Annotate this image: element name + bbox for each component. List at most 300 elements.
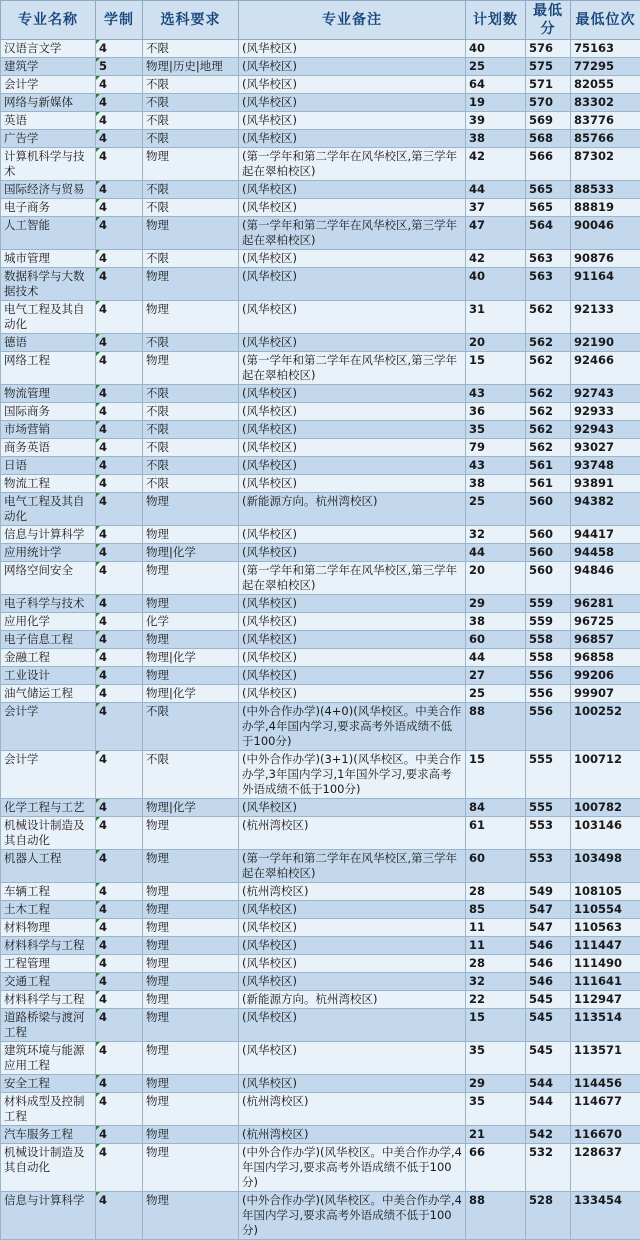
cell-major[interactable]: 计算机科学与技术 (1, 148, 96, 181)
cell-subject[interactable]: 物理 (143, 1144, 239, 1192)
cell-note[interactable]: (风华校区) (239, 919, 466, 937)
cell-years[interactable]: 4 (96, 40, 143, 58)
cell-rank[interactable]: 99206 (571, 667, 640, 685)
cell-subject[interactable]: 物理 (143, 1075, 239, 1093)
cell-score[interactable]: 556 (526, 703, 571, 751)
cell-rank[interactable]: 100782 (571, 799, 640, 817)
cell-years[interactable]: 4 (96, 268, 143, 301)
cell-note[interactable]: (风华校区) (239, 595, 466, 613)
cell-major[interactable]: 汽车服务工程 (1, 1126, 96, 1144)
table-row[interactable] (1, 850, 640, 883)
cell-rank[interactable]: 110563 (571, 919, 640, 937)
cell-plan[interactable]: 61 (466, 817, 526, 850)
column-header-plan[interactable]: 计划数 (466, 1, 526, 40)
cell-score[interactable]: 559 (526, 595, 571, 613)
cell-note[interactable]: (风华校区) (239, 955, 466, 973)
cell-note[interactable]: (风华校区) (239, 250, 466, 268)
table-row[interactable] (1, 526, 640, 544)
cell-subject[interactable]: 物理 (143, 850, 239, 883)
cell-rank[interactable]: 92133 (571, 301, 640, 334)
table-row[interactable] (1, 475, 640, 493)
cell-plan[interactable]: 22 (466, 991, 526, 1009)
cell-score[interactable]: 562 (526, 334, 571, 352)
cell-subject[interactable]: 物理 (143, 883, 239, 901)
cell-years[interactable]: 4 (96, 685, 143, 703)
cell-note[interactable]: (第一学年和第二学年在风华校区,第三学年起在翠柏校区) (239, 217, 466, 250)
table-row[interactable] (1, 685, 640, 703)
cell-major[interactable]: 商务英语 (1, 439, 96, 457)
cell-score[interactable]: 570 (526, 94, 571, 112)
cell-plan[interactable]: 60 (466, 631, 526, 649)
cell-score[interactable]: 575 (526, 58, 571, 76)
cell-rank[interactable]: 85766 (571, 130, 640, 148)
cell-score[interactable]: 560 (526, 493, 571, 526)
cell-score[interactable]: 546 (526, 955, 571, 973)
cell-score[interactable]: 553 (526, 817, 571, 850)
cell-subject[interactable]: 不限 (143, 181, 239, 199)
cell-major[interactable]: 城市管理 (1, 250, 96, 268)
table-row[interactable] (1, 352, 640, 385)
cell-plan[interactable]: 28 (466, 883, 526, 901)
cell-subject[interactable]: 不限 (143, 112, 239, 130)
cell-note[interactable]: (中外合作办学)(4+0)(风华校区。中美合作办学,4年国内学习,要求高考外语成绩不低于100分) (239, 703, 466, 751)
cell-score[interactable]: 532 (526, 1144, 571, 1192)
cell-score[interactable]: 544 (526, 1075, 571, 1093)
cell-rank[interactable]: 100712 (571, 751, 640, 799)
cell-years[interactable]: 4 (96, 631, 143, 649)
cell-years[interactable]: 4 (96, 973, 143, 991)
cell-subject[interactable]: 物理 (143, 1093, 239, 1126)
cell-years[interactable]: 4 (96, 817, 143, 850)
table-row[interactable] (1, 955, 640, 973)
cell-rank[interactable]: 92933 (571, 403, 640, 421)
cell-score[interactable]: 562 (526, 403, 571, 421)
cell-years[interactable]: 4 (96, 250, 143, 268)
cell-rank[interactable]: 111447 (571, 937, 640, 955)
cell-rank[interactable]: 133454 (571, 1192, 640, 1240)
cell-years[interactable]: 4 (96, 613, 143, 631)
cell-major[interactable]: 工业设计 (1, 667, 96, 685)
cell-years[interactable]: 4 (96, 352, 143, 385)
cell-rank[interactable]: 99907 (571, 685, 640, 703)
cell-major[interactable]: 网络空间安全 (1, 562, 96, 595)
table-row[interactable] (1, 544, 640, 562)
cell-note[interactable]: (风华校区) (239, 1009, 466, 1042)
cell-rank[interactable]: 96725 (571, 613, 640, 631)
cell-subject[interactable]: 物理 (143, 268, 239, 301)
table-row[interactable] (1, 268, 640, 301)
cell-note[interactable]: (风华校区) (239, 301, 466, 334)
cell-years[interactable]: 4 (96, 937, 143, 955)
cell-years[interactable]: 4 (96, 1144, 143, 1192)
cell-note[interactable]: (风华校区) (239, 268, 466, 301)
cell-years[interactable]: 4 (96, 301, 143, 334)
cell-note[interactable]: (第一学年和第二学年在风华校区,第三学年起在翠柏校区) (239, 352, 466, 385)
cell-major[interactable]: 工程管理 (1, 955, 96, 973)
cell-plan[interactable]: 31 (466, 301, 526, 334)
cell-major[interactable]: 应用化学 (1, 613, 96, 631)
cell-score[interactable]: 547 (526, 901, 571, 919)
cell-note[interactable]: (风华校区) (239, 130, 466, 148)
cell-subject[interactable]: 不限 (143, 475, 239, 493)
column-header-score[interactable]: 最低分 (526, 1, 571, 40)
cell-subject[interactable]: 不限 (143, 751, 239, 799)
cell-subject[interactable]: 不限 (143, 703, 239, 751)
cell-plan[interactable]: 20 (466, 334, 526, 352)
cell-plan[interactable]: 79 (466, 439, 526, 457)
cell-score[interactable]: 565 (526, 199, 571, 217)
cell-subject[interactable]: 物理 (143, 526, 239, 544)
cell-score[interactable]: 528 (526, 1192, 571, 1240)
cell-note[interactable]: (新能源方向。杭州湾校区) (239, 493, 466, 526)
cell-note[interactable]: (风华校区) (239, 40, 466, 58)
cell-major[interactable]: 化学工程与工艺 (1, 799, 96, 817)
cell-major[interactable]: 广告学 (1, 130, 96, 148)
cell-note[interactable]: (风华校区) (239, 403, 466, 421)
cell-plan[interactable]: 60 (466, 850, 526, 883)
cell-plan[interactable]: 84 (466, 799, 526, 817)
table-row[interactable] (1, 1009, 640, 1042)
table-row[interactable] (1, 94, 640, 112)
cell-major[interactable]: 建筑学 (1, 58, 96, 76)
cell-years[interactable]: 4 (96, 667, 143, 685)
cell-plan[interactable]: 85 (466, 901, 526, 919)
table-row[interactable] (1, 334, 640, 352)
cell-rank[interactable]: 114456 (571, 1075, 640, 1093)
cell-note[interactable]: (第一学年和第二学年在风华校区,第三学年起在翠柏校区) (239, 148, 466, 181)
cell-years[interactable]: 4 (96, 562, 143, 595)
cell-score[interactable]: 547 (526, 919, 571, 937)
cell-major[interactable]: 会计学 (1, 76, 96, 94)
cell-score[interactable]: 553 (526, 850, 571, 883)
cell-note[interactable]: (风华校区) (239, 334, 466, 352)
cell-years[interactable]: 4 (96, 334, 143, 352)
cell-plan[interactable]: 19 (466, 94, 526, 112)
cell-plan[interactable]: 38 (466, 130, 526, 148)
cell-rank[interactable]: 83302 (571, 94, 640, 112)
table-row[interactable] (1, 991, 640, 1009)
cell-major[interactable]: 物流工程 (1, 475, 96, 493)
cell-major[interactable]: 机械设计制造及其自动化 (1, 817, 96, 850)
cell-plan[interactable]: 32 (466, 526, 526, 544)
cell-plan[interactable]: 15 (466, 352, 526, 385)
cell-score[interactable]: 546 (526, 937, 571, 955)
cell-major[interactable]: 人工智能 (1, 217, 96, 250)
cell-subject[interactable]: 不限 (143, 403, 239, 421)
cell-rank[interactable]: 94846 (571, 562, 640, 595)
cell-subject[interactable]: 不限 (143, 385, 239, 403)
cell-plan[interactable]: 88 (466, 703, 526, 751)
cell-plan[interactable]: 35 (466, 1093, 526, 1126)
cell-years[interactable]: 4 (96, 1093, 143, 1126)
cell-years[interactable]: 4 (96, 526, 143, 544)
table-row[interactable] (1, 148, 640, 181)
cell-subject[interactable]: 物理 (143, 1042, 239, 1075)
cell-subject[interactable]: 不限 (143, 457, 239, 475)
cell-note[interactable]: (中外合作办学)(风华校区。中美合作办学,4年国内学习,要求高考外语成绩不低于100分) (239, 1192, 466, 1240)
cell-years[interactable]: 5 (96, 58, 143, 76)
cell-score[interactable]: 546 (526, 973, 571, 991)
cell-years[interactable]: 4 (96, 148, 143, 181)
cell-plan[interactable]: 40 (466, 40, 526, 58)
cell-plan[interactable]: 42 (466, 250, 526, 268)
cell-plan[interactable]: 38 (466, 613, 526, 631)
cell-score[interactable]: 559 (526, 613, 571, 631)
cell-years[interactable]: 4 (96, 799, 143, 817)
cell-plan[interactable]: 27 (466, 667, 526, 685)
table-row[interactable] (1, 181, 640, 199)
cell-rank[interactable]: 100252 (571, 703, 640, 751)
cell-rank[interactable]: 96857 (571, 631, 640, 649)
cell-subject[interactable]: 物理 (143, 493, 239, 526)
cell-note[interactable]: (风华校区) (239, 181, 466, 199)
cell-note[interactable]: (风华校区) (239, 631, 466, 649)
cell-years[interactable]: 4 (96, 883, 143, 901)
cell-subject[interactable]: 物理 (143, 352, 239, 385)
cell-major[interactable]: 材料成型及控制工程 (1, 1093, 96, 1126)
cell-note[interactable]: (风华校区) (239, 649, 466, 667)
cell-plan[interactable]: 66 (466, 1144, 526, 1192)
table-row[interactable] (1, 799, 640, 817)
cell-major[interactable]: 数据科学与大数据技术 (1, 268, 96, 301)
table-row[interactable] (1, 1144, 640, 1192)
cell-major[interactable]: 金融工程 (1, 649, 96, 667)
cell-subject[interactable]: 不限 (143, 94, 239, 112)
cell-note[interactable]: (风华校区) (239, 421, 466, 439)
column-header-major[interactable]: 专业名称 (1, 1, 96, 40)
table-row[interactable] (1, 58, 640, 76)
cell-score[interactable]: 560 (526, 544, 571, 562)
cell-subject[interactable]: 物理 (143, 1126, 239, 1144)
cell-plan[interactable]: 25 (466, 58, 526, 76)
cell-plan[interactable]: 88 (466, 1192, 526, 1240)
cell-subject[interactable]: 物理 (143, 937, 239, 955)
cell-score[interactable]: 555 (526, 751, 571, 799)
table-row[interactable] (1, 403, 640, 421)
table-row[interactable] (1, 199, 640, 217)
table-row[interactable] (1, 301, 640, 334)
cell-subject[interactable]: 不限 (143, 334, 239, 352)
cell-plan[interactable]: 20 (466, 562, 526, 595)
cell-rank[interactable]: 112947 (571, 991, 640, 1009)
table-row[interactable] (1, 1075, 640, 1093)
cell-plan[interactable]: 39 (466, 112, 526, 130)
cell-major[interactable]: 信息与计算科学 (1, 526, 96, 544)
cell-major[interactable]: 会计学 (1, 751, 96, 799)
cell-rank[interactable]: 75163 (571, 40, 640, 58)
cell-rank[interactable]: 88819 (571, 199, 640, 217)
cell-note[interactable]: (风华校区) (239, 112, 466, 130)
cell-note[interactable]: (杭州湾校区) (239, 883, 466, 901)
cell-note[interactable]: (风华校区) (239, 457, 466, 475)
cell-years[interactable]: 4 (96, 130, 143, 148)
cell-subject[interactable]: 物理 (143, 1192, 239, 1240)
cell-score[interactable]: 544 (526, 1093, 571, 1126)
cell-score[interactable]: 565 (526, 181, 571, 199)
cell-major[interactable]: 电子科学与技术 (1, 595, 96, 613)
cell-plan[interactable]: 47 (466, 217, 526, 250)
cell-score[interactable]: 571 (526, 76, 571, 94)
cell-rank[interactable]: 92190 (571, 334, 640, 352)
cell-subject[interactable]: 不限 (143, 250, 239, 268)
cell-major[interactable]: 交通工程 (1, 973, 96, 991)
cell-rank[interactable]: 103146 (571, 817, 640, 850)
cell-years[interactable]: 4 (96, 457, 143, 475)
cell-score[interactable]: 568 (526, 130, 571, 148)
cell-years[interactable]: 4 (96, 1126, 143, 1144)
cell-major[interactable]: 国际经济与贸易 (1, 181, 96, 199)
cell-note[interactable]: (风华校区) (239, 1042, 466, 1075)
cell-years[interactable]: 4 (96, 1042, 143, 1075)
cell-plan[interactable]: 35 (466, 1042, 526, 1075)
cell-major[interactable]: 信息与计算科学 (1, 1192, 96, 1240)
cell-plan[interactable]: 42 (466, 148, 526, 181)
cell-note[interactable]: (风华校区) (239, 439, 466, 457)
cell-years[interactable]: 4 (96, 217, 143, 250)
cell-rank[interactable]: 116670 (571, 1126, 640, 1144)
cell-major[interactable]: 应用统计学 (1, 544, 96, 562)
cell-score[interactable]: 563 (526, 250, 571, 268)
cell-note[interactable]: (风华校区) (239, 475, 466, 493)
cell-plan[interactable]: 38 (466, 475, 526, 493)
cell-note[interactable]: (第一学年和第二学年在风华校区,第三学年起在翠柏校区) (239, 562, 466, 595)
cell-rank[interactable]: 88533 (571, 181, 640, 199)
cell-years[interactable]: 4 (96, 493, 143, 526)
cell-subject[interactable]: 不限 (143, 439, 239, 457)
cell-note[interactable]: (杭州湾校区) (239, 1093, 466, 1126)
cell-years[interactable]: 4 (96, 421, 143, 439)
table-row[interactable] (1, 130, 640, 148)
cell-years[interactable]: 4 (96, 703, 143, 751)
cell-major[interactable]: 网络工程 (1, 352, 96, 385)
column-header-note[interactable]: 专业备注 (239, 1, 466, 40)
cell-subject[interactable]: 物理|化学 (143, 685, 239, 703)
cell-years[interactable]: 4 (96, 385, 143, 403)
cell-score[interactable]: 562 (526, 352, 571, 385)
cell-rank[interactable]: 111641 (571, 973, 640, 991)
cell-subject[interactable]: 物理 (143, 919, 239, 937)
cell-rank[interactable]: 83776 (571, 112, 640, 130)
cell-major[interactable]: 安全工程 (1, 1075, 96, 1093)
cell-note[interactable]: (风华校区) (239, 667, 466, 685)
cell-subject[interactable]: 物理 (143, 301, 239, 334)
cell-score[interactable]: 563 (526, 268, 571, 301)
cell-plan[interactable]: 11 (466, 919, 526, 937)
cell-rank[interactable]: 111490 (571, 955, 640, 973)
cell-subject[interactable]: 物理|化学 (143, 649, 239, 667)
cell-plan[interactable]: 15 (466, 1009, 526, 1042)
table-row[interactable] (1, 1093, 640, 1126)
table-row[interactable] (1, 751, 640, 799)
column-header-rank[interactable]: 最低位次 (571, 1, 640, 40)
cell-major[interactable]: 材料科学与工程 (1, 937, 96, 955)
table-row[interactable] (1, 649, 640, 667)
cell-score[interactable]: 564 (526, 217, 571, 250)
cell-major[interactable]: 电子信息工程 (1, 631, 96, 649)
cell-years[interactable]: 4 (96, 199, 143, 217)
table-row[interactable] (1, 937, 640, 955)
cell-plan[interactable]: 21 (466, 1126, 526, 1144)
table-row[interactable] (1, 613, 640, 631)
cell-plan[interactable]: 29 (466, 595, 526, 613)
cell-score[interactable]: 558 (526, 631, 571, 649)
cell-score[interactable]: 562 (526, 385, 571, 403)
table-row[interactable] (1, 1042, 640, 1075)
cell-score[interactable]: 556 (526, 685, 571, 703)
cell-major[interactable]: 会计学 (1, 703, 96, 751)
cell-note[interactable]: (风华校区) (239, 1075, 466, 1093)
table-row[interactable] (1, 112, 640, 130)
cell-plan[interactable]: 36 (466, 403, 526, 421)
cell-major[interactable]: 建筑环境与能源应用工程 (1, 1042, 96, 1075)
table-row[interactable] (1, 217, 640, 250)
cell-rank[interactable]: 113571 (571, 1042, 640, 1075)
cell-years[interactable]: 4 (96, 1192, 143, 1240)
cell-major[interactable]: 德语 (1, 334, 96, 352)
table-row[interactable] (1, 562, 640, 595)
table-row[interactable] (1, 1126, 640, 1144)
cell-major[interactable]: 日语 (1, 457, 96, 475)
cell-major[interactable]: 国际商务 (1, 403, 96, 421)
cell-major[interactable]: 电气工程及其自动化 (1, 301, 96, 334)
cell-score[interactable]: 545 (526, 991, 571, 1009)
table-row[interactable] (1, 919, 640, 937)
cell-plan[interactable]: 43 (466, 385, 526, 403)
cell-years[interactable]: 4 (96, 595, 143, 613)
cell-years[interactable]: 4 (96, 850, 143, 883)
cell-major[interactable]: 市场营销 (1, 421, 96, 439)
cell-years[interactable]: 4 (96, 1075, 143, 1093)
cell-subject[interactable]: 物理 (143, 562, 239, 595)
table-row[interactable] (1, 457, 640, 475)
cell-score[interactable]: 542 (526, 1126, 571, 1144)
cell-rank[interactable]: 94382 (571, 493, 640, 526)
cell-rank[interactable]: 108105 (571, 883, 640, 901)
cell-years[interactable]: 4 (96, 955, 143, 973)
table-row[interactable] (1, 883, 640, 901)
table-row[interactable] (1, 595, 640, 613)
cell-plan[interactable]: 11 (466, 937, 526, 955)
cell-subject[interactable]: 物理 (143, 955, 239, 973)
cell-subject[interactable]: 物理 (143, 595, 239, 613)
cell-score[interactable]: 562 (526, 301, 571, 334)
cell-rank[interactable]: 93027 (571, 439, 640, 457)
cell-subject[interactable]: 物理 (143, 667, 239, 685)
cell-years[interactable]: 4 (96, 991, 143, 1009)
cell-subject[interactable]: 不限 (143, 130, 239, 148)
table-row[interactable] (1, 703, 640, 751)
cell-rank[interactable]: 94458 (571, 544, 640, 562)
cell-rank[interactable]: 114677 (571, 1093, 640, 1126)
cell-plan[interactable]: 44 (466, 544, 526, 562)
table-row[interactable] (1, 250, 640, 268)
table-row[interactable] (1, 385, 640, 403)
table-row[interactable] (1, 667, 640, 685)
cell-note[interactable]: (风华校区) (239, 385, 466, 403)
cell-rank[interactable]: 91164 (571, 268, 640, 301)
cell-rank[interactable]: 96281 (571, 595, 640, 613)
cell-years[interactable]: 4 (96, 439, 143, 457)
cell-plan[interactable]: 35 (466, 421, 526, 439)
cell-major[interactable]: 汉语言文学 (1, 40, 96, 58)
cell-note[interactable]: (新能源方向。杭州湾校区) (239, 991, 466, 1009)
cell-subject[interactable]: 物理|化学 (143, 544, 239, 562)
cell-subject[interactable]: 物理|历史|地理 (143, 58, 239, 76)
cell-plan[interactable]: 32 (466, 973, 526, 991)
cell-plan[interactable]: 25 (466, 493, 526, 526)
table-row[interactable] (1, 76, 640, 94)
cell-note[interactable]: (风华校区) (239, 526, 466, 544)
